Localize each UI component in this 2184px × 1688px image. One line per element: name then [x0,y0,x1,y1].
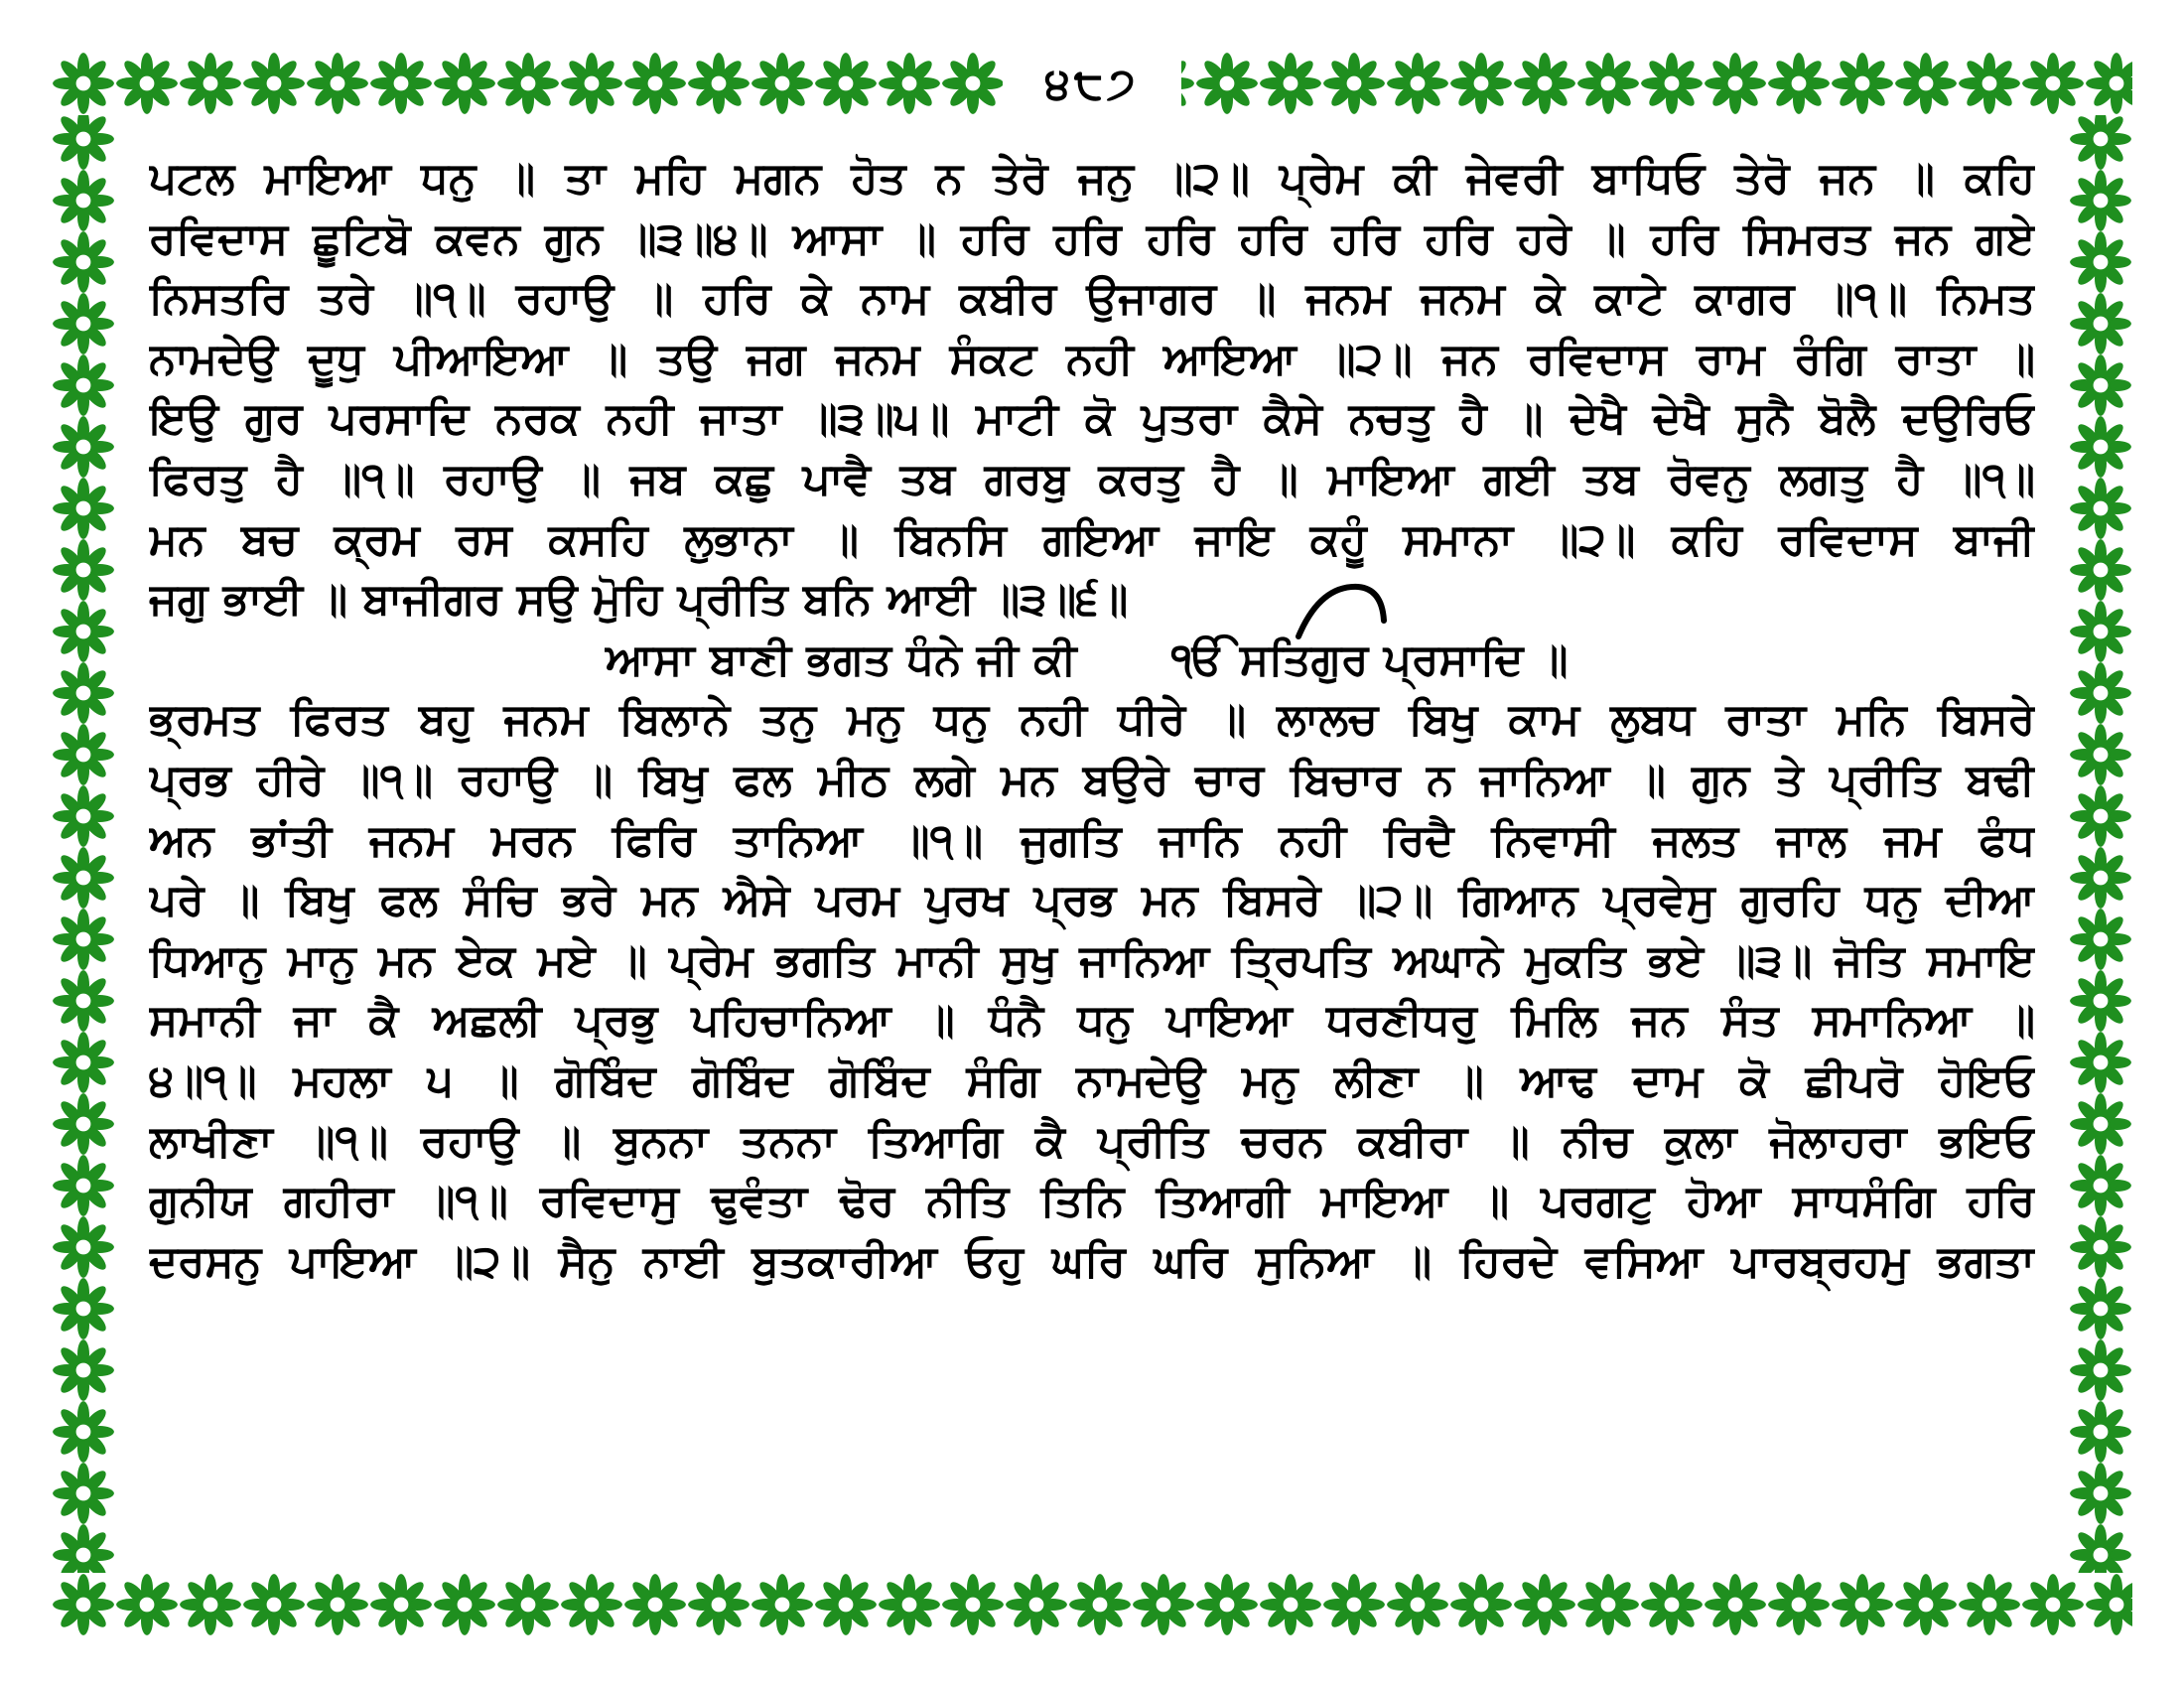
flower-icon [2070,1339,2131,1401]
flower-icon [53,1093,114,1155]
flower-icon [53,724,114,785]
flower-icon [2070,601,2131,662]
flower-icon [243,53,305,114]
flower-icon [116,53,178,114]
flower-icon [434,1574,495,1635]
text-line: ਪ੍ਰਭ ਹੀਰੇ ॥੧॥ ਰਹਾਉ ॥ ਬਿਖੁ ਫਲ ਮੀਠ ਲਗੇ ਮਨ ਬਉਰੇ ਚਾਰ ਬਿਚਾਰ ਨ ਜਾਨਿਆ ॥ ਗੁਨ ਤੇ ਪ੍ਰੀਤਿ ਬਢੀ [149,754,2035,805]
flower-icon [1196,1574,1258,1635]
flower-icon [751,1574,813,1635]
flower-icon [53,1278,114,1339]
flower-icon [2070,1524,2131,1573]
flower-icon [1641,53,1703,114]
flower-icon [53,1155,114,1216]
flower-icon [1705,53,1766,114]
text-line: ਮਨ ਬਚ ਕ੍ਰਮ ਰਸ ਕਸਹਿ ਲੁਭਾਨਾ ॥ ਬਿਨਸਿ ਗਇਆ ਜਾਇ ਕਹੂੰ ਸਮਾਨਾ ॥੨॥ ਕਹਿ ਰਵਿਦਾਸ ਬਾਜੀ [149,513,2035,565]
flower-icon [370,1574,432,1635]
flower-icon [180,53,241,114]
text-line: ਨਾਮਦੇਉ ਦੂਧੁ ਪੀਆਇਆ ॥ ਤਉ ਜਗ ਜਨਮ ਸੰਕਟ ਨਹੀ ਆਇਆ ॥੨॥ ਜਨ ਰਵਿਦਾਸ ਰਾਮ ਰੰਗਿ ਰਾਤਾ ॥ [149,333,2035,384]
flower-icon [1577,1574,1639,1635]
flower-icon [1387,1574,1448,1635]
flower-icon [53,416,114,478]
flower-icon [1959,53,2020,114]
flower-icon [2022,53,2084,114]
flower-icon [2070,662,2131,724]
heading-title: ਆਸਾ ਬਾਣੀ ਭਗਤ ਧੰਨੇ ਜੀ ਕੀ [606,633,1077,685]
flower-icon [1895,1574,1957,1635]
flower-icon [2070,1155,2131,1216]
text-line: ਸਮਾਨੀ ਜਾ ਕੈ ਅਛਲੀ ਪ੍ਰਭੁ ਪਹਿਚਾਨਿਆ ॥ ਧੰਨੈ ਧਨੁ ਪਾਇਆ ਧਰਣੀਧਰੁ ਮਿਲਿ ਜਨ ਸੰਤ ਸਮਾਨਿਆ ॥ [149,995,2035,1047]
flower-icon [2070,293,2131,354]
flower-icon [688,53,750,114]
flower-icon [1514,1574,1575,1635]
flower-icon [2070,1093,2131,1155]
section-heading [149,631,2035,691]
flower-icon [53,601,114,662]
flower-icon [1260,1574,1321,1635]
flower-icon [53,662,114,724]
flower-icon [1514,53,1575,114]
flower-icon [2070,416,2131,478]
flower-icon [53,785,114,847]
flower-icon [53,478,114,539]
text-line: ਰਵਿਦਾਸ ਛੂਟਿਬੋ ਕਵਨ ਗੁਨ ॥੩॥੪॥ ਆਸਾ ॥ ਹਰਿ ਹਰਿ ਹਰਿ ਹਰਿ ਹਰਿ ਹਰਿ ਹਰੇ ॥ ਹਰਿ ਸਿਮਰਤ ਜਨ ਗਏ [149,212,2035,264]
flower-icon [2070,724,2131,785]
text-line: ਪਟਲ ਮਾਇਆ ਧਨੁ ॥ ਤਾ ਮਹਿ ਮਗਨ ਹੋਤ ਨ ਤੇਰੋ ਜਨੁ ॥੨॥ ਪ੍ਰੇਮ ਕੀ ਜੇਵਰੀ ਬਾਧਿਓ ਤੇਰੋ ਜਨ ॥ ਕਹਿ [149,153,2035,204]
flower-icon [2070,1278,2131,1339]
flower-icon [815,1574,877,1635]
flower-icon [307,1574,368,1635]
flower-icon [1705,1574,1766,1635]
flower-icon [2070,170,2131,231]
flower-icon [53,909,114,970]
page-number: ੪੮੭ [1044,58,1140,109]
flower-icon [53,1463,114,1524]
flower-icon [1323,53,1385,114]
flower-icon [1641,1574,1703,1635]
flower-icon [1069,1574,1131,1635]
text-line: ਪਰੇ ॥ ਬਿਖੁ ਫਲ ਸੰਚਿ ਭਰੇ ਮਨ ਐਸੇ ਪਰਮ ਪੁਰਖ ਪ੍ਰਭ ਮਨ ਬਿਸਰੇ ॥੨॥ ਗਿਆਨ ਪ੍ਰਵੇਸੁ ਗੁਰਹਿ ਧਨੁ ਦੀਆ [149,875,2035,926]
flower-icon [624,53,686,114]
text-line: ਦਰਸਨੁ ਪਾਇਆ ॥੨॥ ਸੈਨੁ ਨਾਈ ਬੁਤਕਾਰੀਆ ਓਹੁ ਘਰਿ ਘਰਿ ਸੁਨਿਆ ॥ ਹਿਰਦੇ ਵਸਿਆ ਪਾਰਬ੍ਰਹਮੁ ਭਗਤਾ [149,1235,2035,1287]
flower-icon [1006,1574,1067,1635]
flower-icon [1832,1574,1893,1635]
flower-icon [1196,53,1258,114]
flower-icon [53,231,114,293]
flower-icon [53,53,114,114]
flower-icon [942,53,1004,114]
heading-invocation: ੴ ਸਤਿਗੁਰ ਪ੍ਰਸਾਦਿ ॥ [1171,633,1569,685]
flower-icon [2086,53,2132,114]
flower-icon [2070,909,2131,970]
flower-icon [1577,53,1639,114]
text-line: ਨਿਸਤਰਿ ਤਰੇ ॥੧॥ ਰਹਾਉ ॥ ਹਰਿ ਕੇ ਨਾਮ ਕਬੀਰ ਉਜਾਗਰ ॥ ਜਨਮ ਜਨਮ ਕੇ ਕਾਟੇ ਕਾਗਰ ॥੧॥ ਨਿਮਤ [149,273,2035,325]
flower-icon [497,1574,559,1635]
flower-icon [561,1574,622,1635]
flower-icon [1450,53,1512,114]
floral-border-left [52,115,115,1573]
flower-icon [370,53,432,114]
flower-icon [53,1216,114,1278]
flower-icon [2070,354,2131,416]
flower-icon [434,53,495,114]
flower-icon [2070,847,2131,909]
floral-border-right [2069,115,2132,1573]
flower-icon [53,847,114,909]
flower-icon [53,970,114,1032]
flower-icon [1768,53,1830,114]
text-line: ਅਨ ਭਾਂਤੀ ਜਨਮ ਮਰਨ ਫਿਰਿ ਤਾਨਿਆ ॥੧॥ ਜੁਗਤਿ ਜਾਨਿ ਨਹੀ ਰਿਦੈ ਨਿਵਾਸੀ ਜਲਤ ਜਾਲ ਜਮ ਫੰਧ [149,814,2035,866]
flower-icon [2070,231,2131,293]
flower-icon [2086,1574,2132,1635]
flower-icon [2070,970,2131,1032]
flower-icon [879,1574,940,1635]
scripture-text [149,149,2035,1292]
text-line: ਭ੍ਰਮਤ ਫਿਰਤ ਬਹੁ ਜਨਮ ਬਿਲਾਨੇ ਤਨੁ ਮਨੁ ਧਨੁ ਨਹੀ ਧੀਰੇ ॥ ਲਾਲਚ ਬਿਖੁ ਕਾਮ ਲੁਬਧ ਰਾਤਾ ਮਨਿ ਬਿਸਰੇ [149,694,2035,746]
flower-icon [1450,1574,1512,1635]
flower-icon [1387,53,1448,114]
text-line: ਧਿਆਨੁ ਮਾਨੁ ਮਨ ਏਕ ਮਏ ॥ ਪ੍ਰੇਮ ਭਗਤਿ ਮਾਨੀ ਸੁਖੁ ਜਾਨਿਆ ਤ੍ਰਿਪਤਿ ਅਘਾਨੇ ਮੁਕਤਿ ਭਏ ॥੩॥ ਜੋਤਿ ਸਮਾਇ [149,934,2035,986]
flower-icon [2070,1032,2131,1093]
flower-icon [942,1574,1004,1635]
flower-icon [2070,478,2131,539]
flower-icon [2070,539,2131,601]
flower-icon [53,539,114,601]
flower-icon [561,53,622,114]
flower-icon [688,1574,750,1635]
flower-icon [243,1574,305,1635]
flower-icon [53,115,114,170]
flower-icon [53,293,114,354]
flower-icon [2070,1401,2131,1463]
flower-icon [53,1032,114,1093]
flower-icon [751,53,813,114]
flower-icon [1323,1574,1385,1635]
flower-icon [2022,1574,2084,1635]
flower-icon [53,1574,114,1635]
flower-icon [624,1574,686,1635]
flower-icon [2070,115,2131,170]
flower-icon [53,1401,114,1463]
flower-icon [53,1339,114,1401]
flower-icon [1768,1574,1830,1635]
text-line: ਫਿਰਤੁ ਹੈ ॥੧॥ ਰਹਾਉ ॥ ਜਬ ਕਛੁ ਪਾਵੈ ਤਬ ਗਰਬੁ ਕਰਤੁ ਹੈ ॥ ਮਾਇਆ ਗਈ ਤਬ ਰੋਵਨੁ ਲਗਤੁ ਹੈ ॥੧॥ [149,453,2035,504]
floral-border-bottom [52,1573,2132,1636]
text-line: ਲਾਖੀਣਾ ॥੧॥ ਰਹਾਉ ॥ ਬੁਨਨਾ ਤਨਨਾ ਤਿਆਗਿ ਕੈ ਪ੍ਰੀਤਿ ਚਰਨ ਕਬੀਰਾ ॥ ਨੀਚ ਕੁਲਾ ਜੋਲਾਹਰਾ ਭਇਓ [149,1115,2035,1167]
flower-icon [116,1574,178,1635]
text-line: ਜਗੁ ਭਾਈ ॥ ਬਾਜੀਗਰ ਸਉ ਮੋੁਹਿ ਪ੍ਰੀਤਿ ਬਨਿ ਆਈ ॥੩॥੬॥ [149,574,1129,626]
flower-icon [53,170,114,231]
page-number-box [1003,52,1181,115]
flower-icon [53,354,114,416]
flower-icon [307,53,368,114]
flower-icon [1959,1574,2020,1635]
flower-icon [53,1524,114,1573]
flower-icon [815,53,877,114]
flower-icon [879,53,940,114]
flower-icon [497,53,559,114]
text-line: ਗੁਨੀਯ ਗਹੀਰਾ ॥੧॥ ਰਵਿਦਾਸੁ ਢੁਵੰਤਾ ਢੋਰ ਨੀਤਿ ਤਿਨਿ ਤਿਆਗੀ ਮਾਇਆ ॥ ਪਰਗਟੁ ਹੋਆ ਸਾਧਸੰਗਿ ਹਰਿ [149,1176,2035,1227]
flower-icon [1895,53,1957,114]
flower-icon [1133,1574,1194,1635]
flower-icon [2070,785,2131,847]
flower-icon [2070,1463,2131,1524]
flower-icon [180,1574,241,1635]
flower-icon [2070,1216,2131,1278]
text-line: ੪॥੧॥ ਮਹਲਾ ੫ ॥ ਗੋਬਿੰਦ ਗੋਬਿੰਦ ਗੋਬਿੰਦ ਸੰਗਿ ਨਾਮਦੇਉ ਮਨੁ ਲੀਣਾ ॥ ਆਢ ਦਾਮ ਕੋ ਛੀਪਰੋ ਹੋਇਓ [149,1055,2035,1106]
flower-icon [1260,53,1321,114]
flower-icon [1832,53,1893,114]
text-line: ਇਉ ਗੁਰ ਪਰਸਾਦਿ ਨਰਕ ਨਹੀ ਜਾਤਾ ॥੩॥੫॥ ਮਾਟੀ ਕੋ ਪੁਤਰਾ ਕੈਸੇ ਨਚਤੁ ਹੈ ॥ ਦੇਖੈ ਦੇਖੈ ਸੁਨੈ ਬੋਲੈ ਦਉਰਿਓ [149,393,2035,445]
